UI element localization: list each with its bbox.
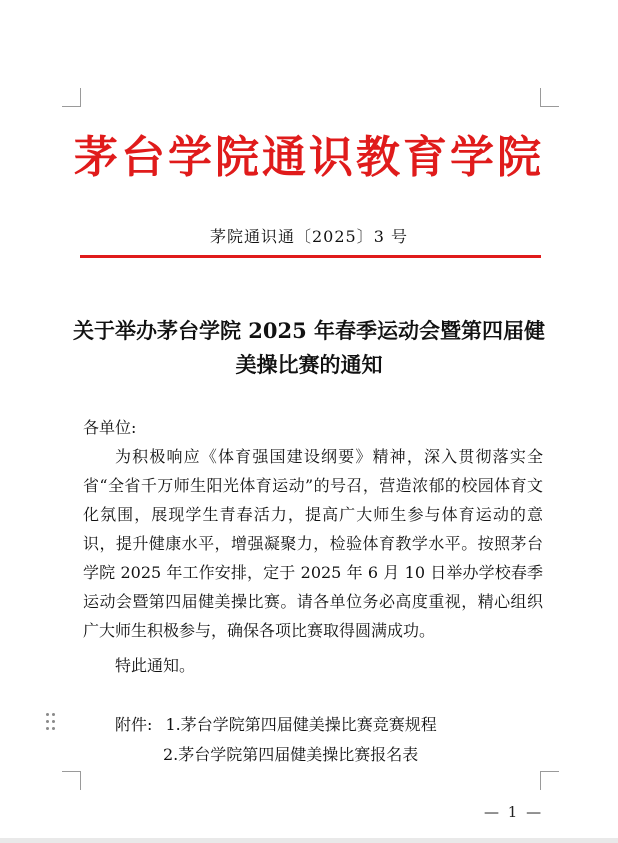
page-edge <box>0 838 618 843</box>
page-number: — 1 — <box>484 803 544 821</box>
crop-mark-bottom-left <box>62 771 81 790</box>
attachment-item-2 <box>163 740 418 769</box>
document-number: 茅院通识通〔2025〕3 号 <box>210 227 408 246</box>
drag-handle-icon[interactable] <box>45 713 57 731</box>
salutation: 各单位: <box>83 418 137 437</box>
attachment-text-1: 1.茅台学院第四届健美操比赛竞赛规程 <box>165 715 437 734</box>
organization-header: 茅台学院通识教育学院 <box>74 132 544 183</box>
crop-mark-top-right <box>540 88 559 107</box>
body-paragraph: 为积极响应《体育强国建设纲要》精神，深入贯彻落实全省“全省千万师生阳光体育运动”的号召，营造浓郁的校园体育文化氛围，展现学生青春活力，提高广大师生参与体育运动的意识，提升健康水平，增强凝聚力，检验体育教学水平。按照茅台学院 2025 年工作安排，定于 2025 年 6 月 10 日举办学校春季运动会暨第四届健美操比赛。请各单位务必高度重视，精心组织广大师生积极参与，确保各项比赛取得圆满成功。 <box>83 447 543 640</box>
document-title: 关于举办茅台学院 2025 年春季运动会暨第四届健美操比赛的通知 <box>72 318 546 377</box>
red-divider-line <box>80 255 541 258</box>
attachment-text-2: 2.茅台学院第四届健美操比赛报名表 <box>163 745 419 764</box>
closing-text: 特此通知。 <box>115 656 196 675</box>
crop-mark-bottom-right <box>540 771 559 790</box>
attachment-label: 附件: <box>115 715 153 734</box>
attachment-item-1 <box>115 710 437 739</box>
crop-mark-top-left <box>62 88 81 107</box>
